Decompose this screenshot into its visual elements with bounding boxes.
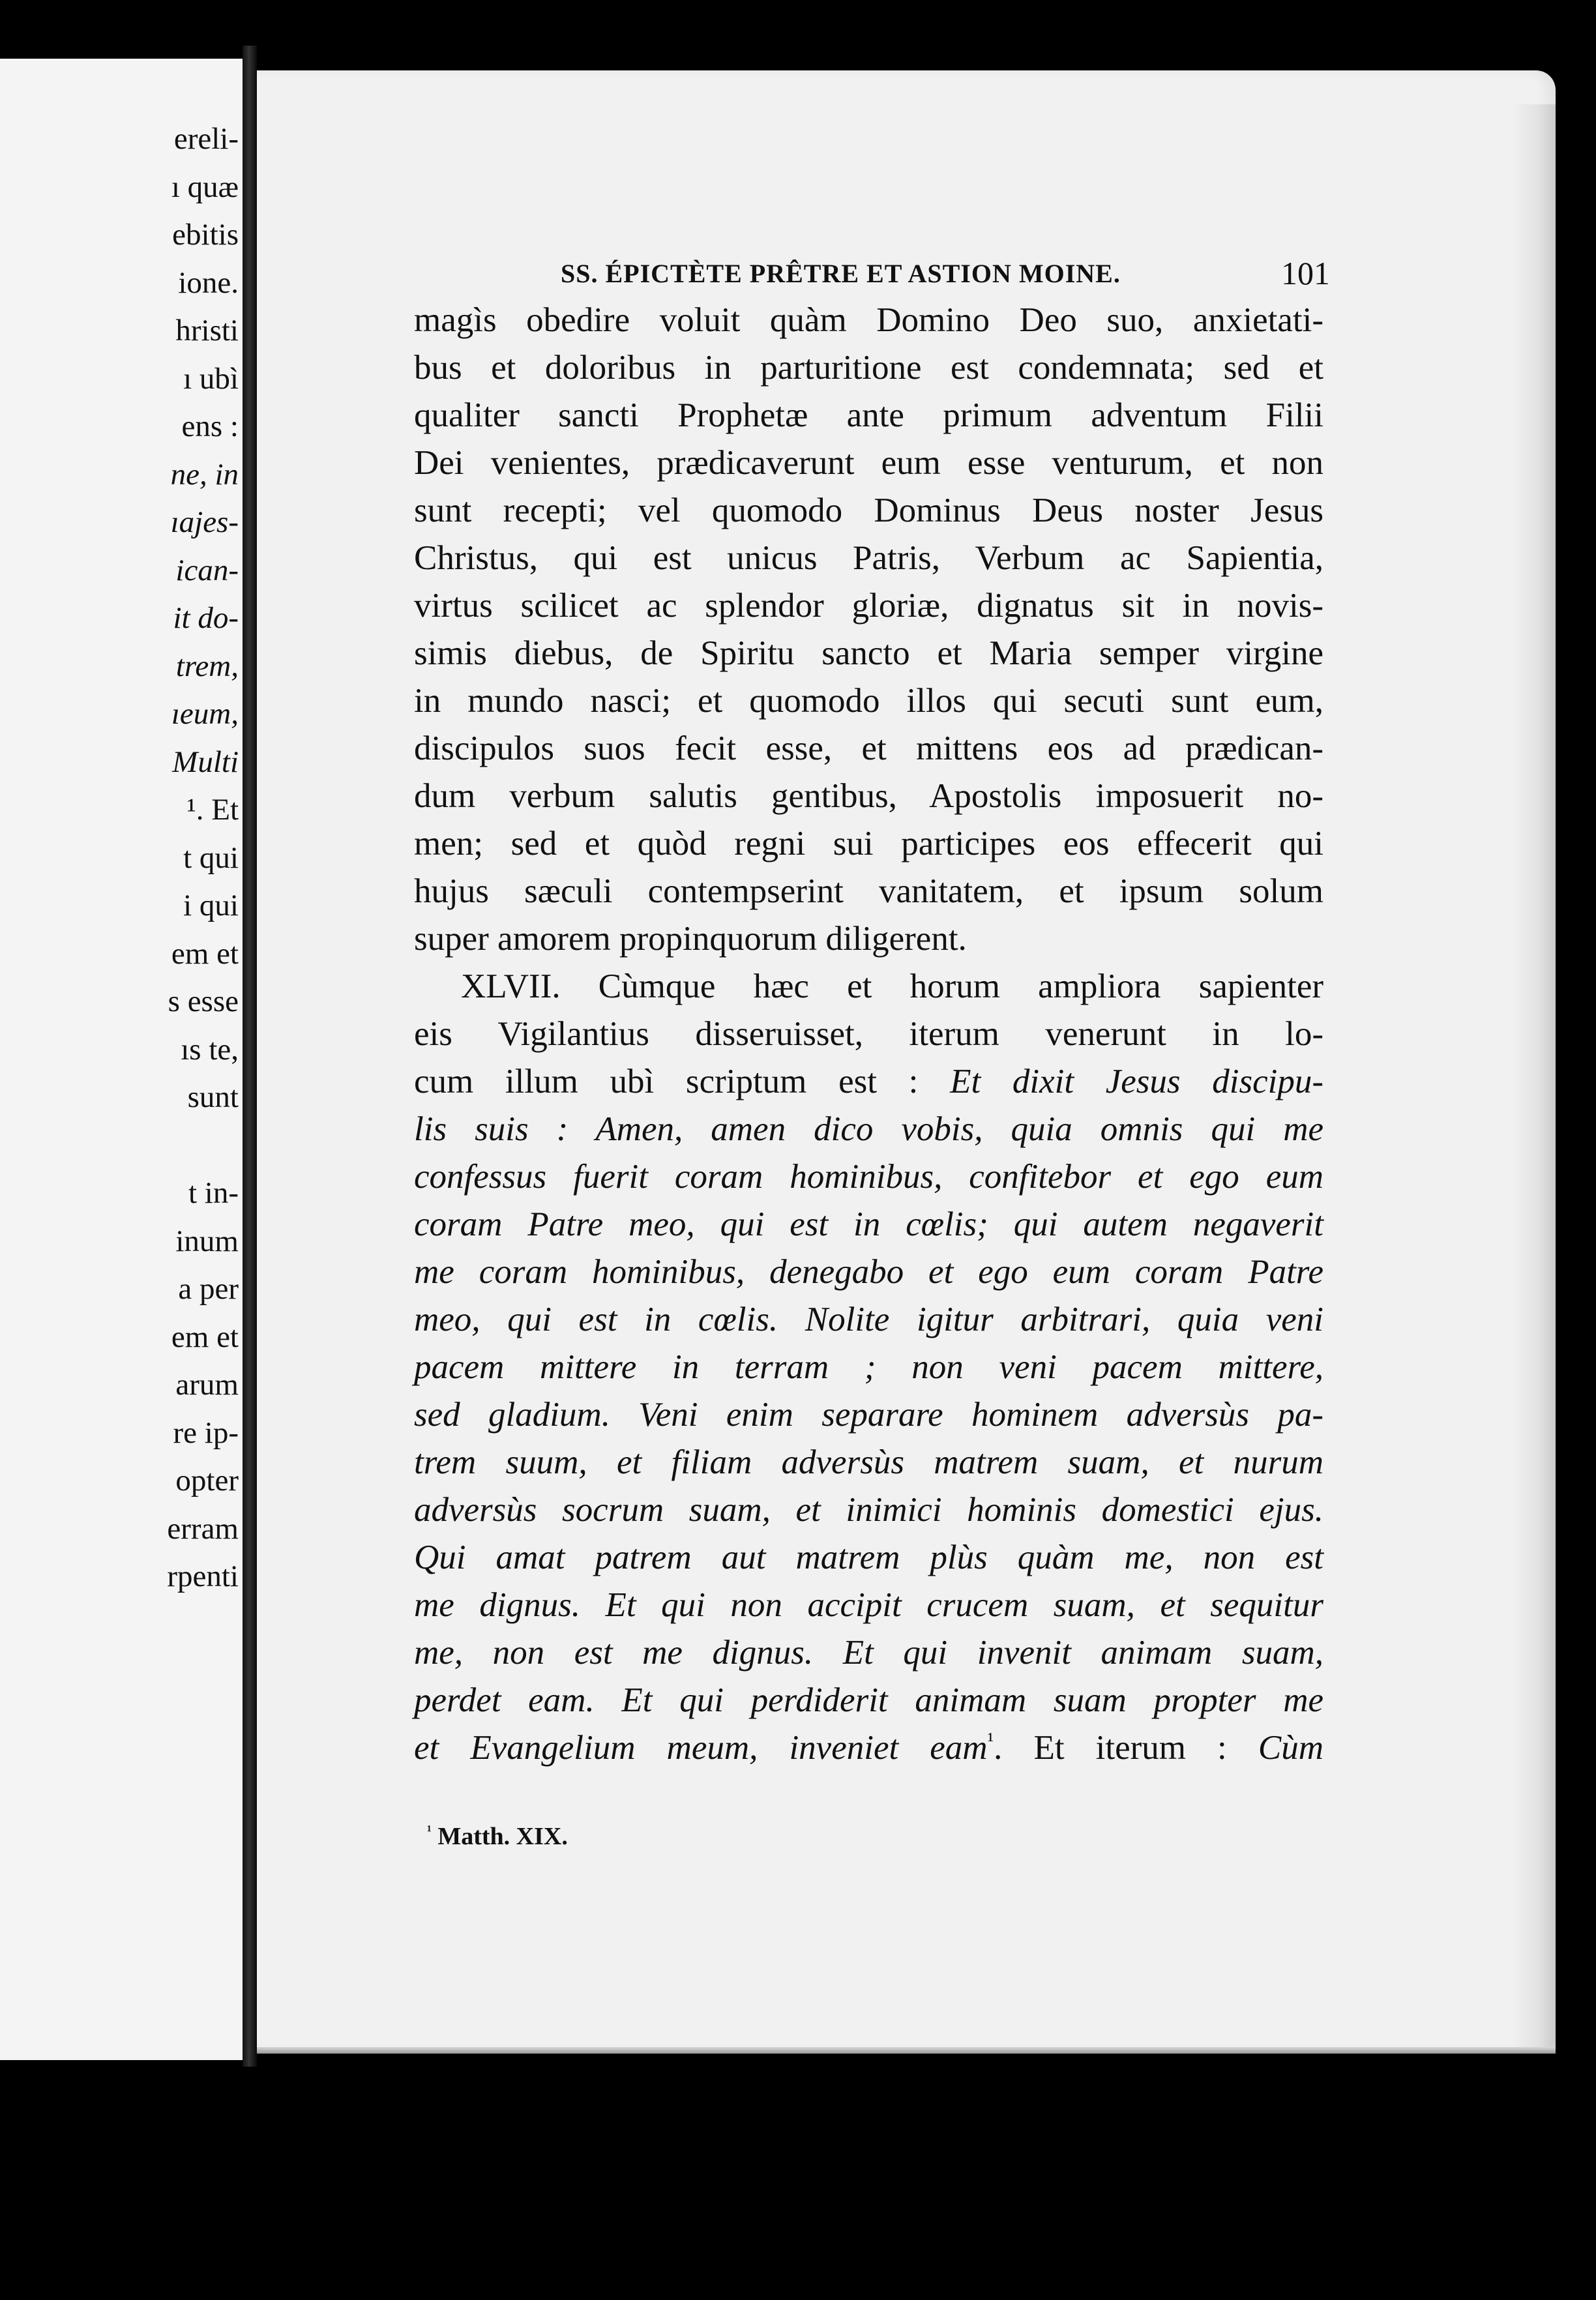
text-segment: Et dixit Jesus discipu- xyxy=(950,1063,1323,1100)
left-page-line: a per xyxy=(178,1272,239,1306)
text-segment: trem suum, et filiam adversùs matrem suam, et nurum xyxy=(414,1443,1323,1481)
left-page-line: ican- xyxy=(175,553,239,587)
left-page-fragment xyxy=(0,59,243,2060)
text-segment: hujus sæculi contempserint vanitatem, et ipsum solum xyxy=(414,872,1323,910)
text-line xyxy=(414,1534,1323,1582)
body-text xyxy=(414,297,1323,1772)
text-segment: adversùs socrum suam, et inimici hominis domestici ejus. xyxy=(414,1491,1323,1529)
text-segment: eis Vigilantius disseruisset, iterum venerunt in lo- xyxy=(414,1015,1323,1053)
page-edge-shadow xyxy=(1511,104,1556,2047)
text-segment: pacem mittere in terram ; non veni pacem mittere, xyxy=(414,1348,1323,1386)
left-page-line: erram xyxy=(167,1511,239,1546)
text-line xyxy=(414,1010,1323,1058)
left-page-line: ione. xyxy=(178,265,239,300)
text-line xyxy=(414,1296,1323,1344)
left-page-line: t in- xyxy=(188,1176,239,1210)
footnote-reference: ¹ xyxy=(987,1728,994,1752)
text-segment: in mundo nasci; et quomodo illos qui secuti sunt eum, xyxy=(414,682,1323,720)
left-page-line: ¹. Et xyxy=(186,793,239,827)
text-segment: Cùm xyxy=(1258,1729,1323,1767)
text-line xyxy=(414,1486,1323,1534)
left-page-line: ebitis xyxy=(172,218,239,252)
text-segment: confessus fuerit coram hominibus, confitebor et ego eum xyxy=(414,1158,1323,1196)
text-segment: simis diebus, de Spiritu sancto et Maria semper virgine xyxy=(414,634,1323,672)
text-line xyxy=(414,868,1323,915)
text-line xyxy=(414,820,1323,868)
left-page-line: inum xyxy=(175,1224,239,1258)
text-segment: bus et doloribus in parturitione est condemnata; sed et xyxy=(414,349,1323,387)
text-segment: qualiter sancti Prophetæ ante primum adventum Filii xyxy=(414,396,1323,434)
text-line xyxy=(414,344,1323,392)
text-line xyxy=(414,1582,1323,1629)
text-segment: Dei venientes, prædicaverunt eum esse venturum, et non xyxy=(414,444,1323,482)
footnote xyxy=(427,1822,568,1851)
text-segment: magìs obedire voluit quàm Domino Deo suo, anxietati- xyxy=(414,301,1323,339)
text-segment: sed gladium. Veni enim separare hominem adversùs pa- xyxy=(414,1396,1323,1434)
text-segment: men; sed et quòd regni sui participes eos effecerit qui xyxy=(414,825,1323,862)
text-line xyxy=(414,1677,1323,1724)
footnote-text: Matth. XIX. xyxy=(437,1823,568,1850)
text-segment: me dignus. Et qui non accipit crucem suam, et sequitur xyxy=(414,1586,1323,1624)
left-page-line: t qui xyxy=(183,840,239,875)
text-line xyxy=(414,1153,1323,1201)
left-page-line: ı ubì xyxy=(183,361,239,396)
text-segment: XLVII. Cùmque hæc et horum ampliora sapienter xyxy=(461,967,1323,1005)
left-page-line: sunt xyxy=(187,1080,239,1114)
text-line xyxy=(414,915,1323,963)
left-page-line: arum xyxy=(175,1368,239,1402)
text-segment: perdet eam. Et qui perdiderit animam suam propter me xyxy=(414,1681,1323,1719)
text-segment: et Evangelium meum, inveniet eam xyxy=(414,1729,988,1767)
text-line xyxy=(414,630,1323,677)
page-header xyxy=(561,254,1330,293)
left-page-line: rpenti xyxy=(167,1559,239,1593)
text-line xyxy=(414,1058,1323,1106)
text-segment: . Et iterum : xyxy=(994,1729,1258,1767)
left-page-line: ıeum, xyxy=(171,697,239,731)
text-segment: dum verbum salutis gentibus, Apostolis imposuerit no- xyxy=(414,777,1323,815)
text-segment: discipulos suos fecit esse, et mittens eos ad prædican- xyxy=(414,730,1323,767)
left-page-line: trem, xyxy=(175,649,239,683)
text-line xyxy=(414,297,1323,344)
left-page-line: opter xyxy=(175,1464,239,1497)
text-segment: cum illum ubì scriptum est : xyxy=(414,1063,951,1100)
text-segment: meo, qui est in cœlis. Nolite igitur arbitrari, quia veni xyxy=(414,1301,1323,1338)
page-bottom-edge xyxy=(257,2047,1556,2054)
text-line xyxy=(414,677,1323,725)
text-segment: super amorem propinquorum diligerent. xyxy=(414,920,967,958)
page-number: 101 xyxy=(1281,255,1330,291)
text-line xyxy=(414,1391,1323,1439)
text-line xyxy=(414,439,1323,487)
text-segment: sunt recepti; vel quomodo Dominus Deus noster Jesus xyxy=(414,492,1323,529)
running-head: SS. ÉPICTÈTE PRÊTRE ET ASTION MOINE. xyxy=(561,259,1121,288)
left-page-line: ne, in xyxy=(170,457,239,492)
text-line xyxy=(414,1344,1323,1391)
left-page-line: i qui xyxy=(183,889,239,922)
text-line xyxy=(414,1439,1323,1486)
left-page-line: re ip- xyxy=(173,1415,239,1450)
left-page-line: s esse xyxy=(168,984,239,1018)
text-line xyxy=(414,392,1323,439)
left-page-line: ı quæ xyxy=(171,170,239,204)
text-line xyxy=(414,963,1323,1010)
text-line xyxy=(414,1248,1323,1296)
text-line xyxy=(414,1629,1323,1677)
footnote-marker: ¹ xyxy=(427,1822,432,1839)
left-page-line: ereli- xyxy=(173,122,239,156)
left-page-line: ıajes- xyxy=(170,505,239,539)
text-line xyxy=(414,773,1323,820)
text-line xyxy=(414,487,1323,535)
left-page-line: em et xyxy=(171,936,239,971)
left-page-line: hristi xyxy=(175,314,239,347)
left-page-line: ens : xyxy=(181,409,239,443)
left-page-line: ıs te, xyxy=(181,1032,239,1067)
text-segment: lis suis : Amen, amen dico vobis, quia omnis qui me xyxy=(414,1110,1323,1148)
book-gutter xyxy=(243,46,257,2067)
left-page-line: em et xyxy=(171,1320,239,1354)
text-line xyxy=(414,535,1323,582)
text-line xyxy=(414,1106,1323,1153)
text-segment: virtus scilicet ac splendor gloriæ, dignatus sit in novis- xyxy=(414,587,1323,625)
text-segment: Christus, qui est unicus Patris, Verbum ac Sapientia, xyxy=(414,539,1323,577)
text-line xyxy=(414,725,1323,773)
left-page-line: Multi xyxy=(172,745,239,779)
text-segment: me, non est me dignus. Et qui invenit animam suam, xyxy=(414,1634,1323,1672)
text-line xyxy=(414,1201,1323,1248)
text-line xyxy=(414,1724,1323,1772)
left-page-line: it do- xyxy=(173,601,239,635)
text-segment: me coram hominibus, denegabo et ego eum coram Patre xyxy=(414,1253,1323,1291)
text-segment: Qui amat patrem aut matrem plùs quàm me, non est xyxy=(414,1539,1323,1576)
text-line xyxy=(414,582,1323,630)
text-segment: coram Patre meo, qui est in cœlis; qui autem negaverit xyxy=(414,1205,1323,1243)
